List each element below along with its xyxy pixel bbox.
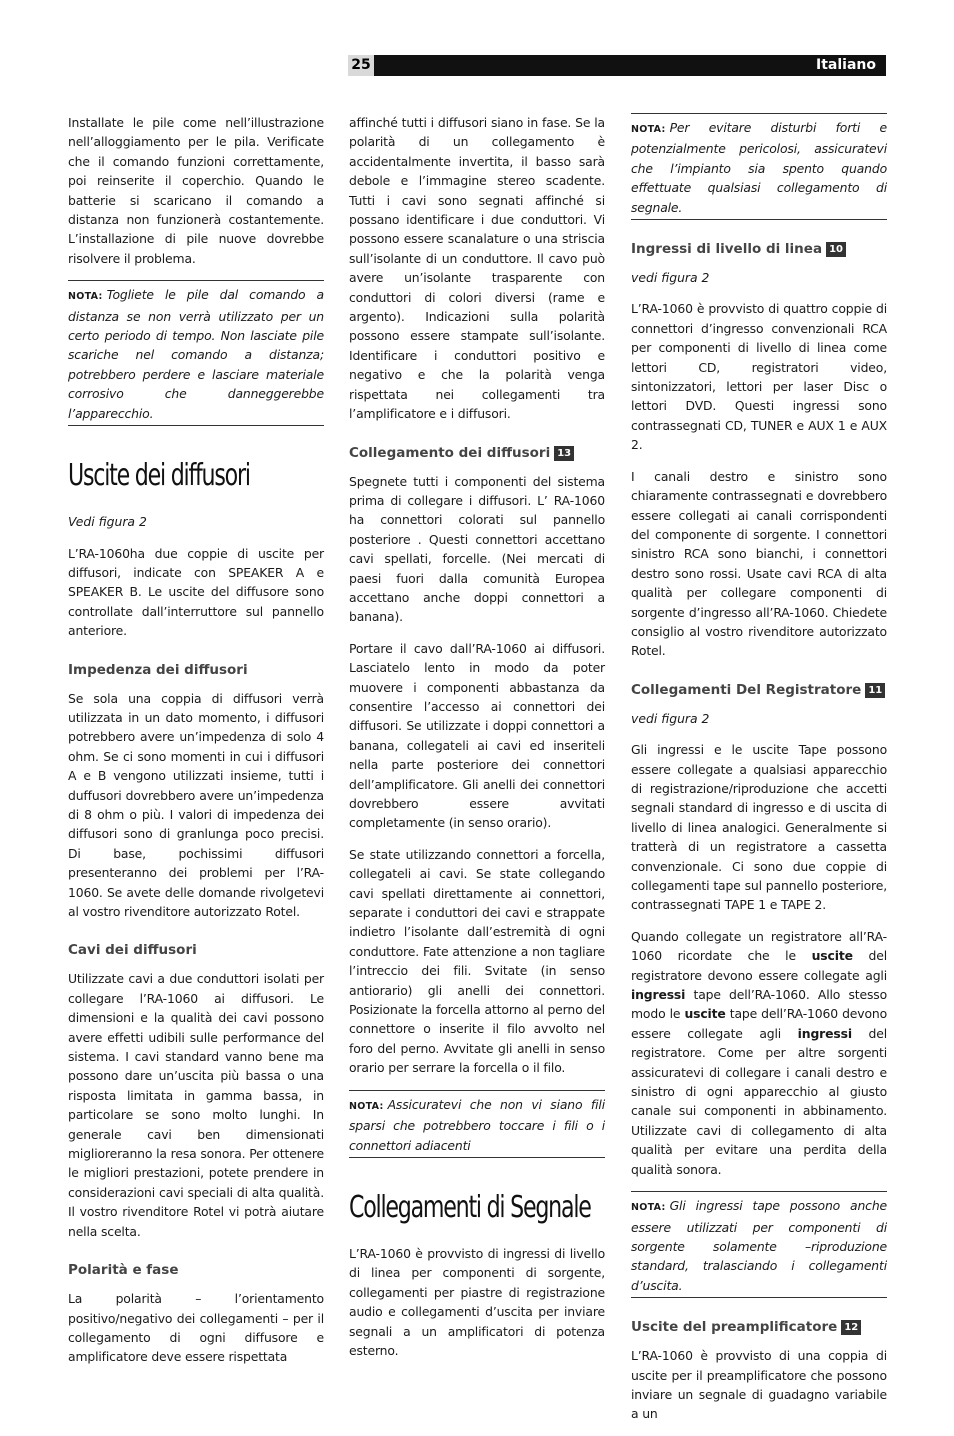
note-box (349, 1090, 605, 1158)
page-header-bar (348, 55, 886, 76)
column-middle (349, 113, 605, 1372)
paragraph: L’RA-1060 è provvisto di ingressi di livello di linea per componenti di sorgente, collegamenti per piastre di registrazione audio e collegamenti d’uscita per inviare segnali a un amplificatori di potenza esterno. (349, 1245, 605, 1358)
note-box (68, 280, 324, 426)
note-text: Per evitare disturbi forti e potenzialmente pericolosi, assicuratevi che l’impianto sia spento quando effettuate qualsiasi collegamento di segnale. (631, 120, 887, 215)
note-label: NOTA: (349, 1100, 384, 1112)
subsection-title: Cavi dei diffusori (68, 942, 197, 959)
page-number: 25 (348, 55, 374, 76)
subsection-title (631, 1318, 887, 1336)
text-run: del registratore. Come per altre sorgenti assicuratevi di collegare i canali destro e sinistro di ogni apparecchio al giusto canale sui componenti in abbinamento. Utilizzate cavi di collegamento di alta qualità per evitare una perdita della qualità sonora. (631, 1025, 887, 1177)
note-label: NOTA: (631, 124, 666, 135)
text-run: del registratore devono essere collegate agli (631, 948, 887, 983)
text-run: tape dell’RA-1060 devono essere collegate agli (631, 1006, 888, 1041)
note-box (631, 1191, 887, 1298)
paragraph: L’RA-1060 è provvisto di una coppia di uscite per il preamplificatore che possono inviare un segnale di guadagno variabile a un (631, 1348, 887, 1422)
paragraph: L’RA-1060 è provvisto di quattro coppie di connettori d’ingresso convenzionali RCA per componenti di livello di linea come lettori CD, registratori video, sintonizzatori, lettori per laser Disc o lettori DVD. Questi ingressi sono contrassegnati CD, TUNER e AUX 1 e AUX 2. (631, 301, 887, 453)
figure-badge: 10 (826, 242, 846, 257)
note-text: Gli ingressi tape possono anche essere utilizzati per componenti di sorgente solamente –riproduzione standard, tralasciando i collegamenti d’uscita. (631, 1198, 887, 1293)
subsection-title-text: Collegamento dei diffusori (349, 444, 551, 461)
note-label: NOTA: (631, 1202, 666, 1214)
bold-text: uscite (811, 948, 853, 964)
paragraph: L’RA-1060ha due coppie di uscite per diffusori, indicate con SPEAKER A e SPEAKER B. Le uscite del diffusore sono controllate dall’interruttore sul pannello anteriore. (68, 545, 324, 639)
bold-text: ingressi (631, 987, 686, 1003)
figure-badge: 11 (865, 683, 885, 698)
text-run: tape dell’RA-1060. Allo stesso modo le (631, 987, 887, 1022)
text-run: Quando collegate un registratore all’RA-1060 ricordate che le (631, 928, 887, 964)
figure-reference: vedi figura 2 (631, 710, 710, 726)
paragraph: affinché tutti i diffusori siano in fase. Se la polarità di un collegamento è accidentalmente invertita, il basso sarà debole e l’immagine stereo scadente. Tutti i cavi sono segnati affinché si possano identificare i due conduttori. Vi possono essere scanalature o una striscia sull’isolante di un conduttore. Il cavo può avere un’isolante trasparente con conduttori di colori diversi (rame e argento). Indicazioni sulla polarità possono essere stampate sull’isolante. Identificare i conduttori positivo e negativo e che la polarità venga rispettata nei collegamenti tra l’amplificatore e i diffusori. (349, 115, 605, 422)
note-text: Assicuratevi che non vi siano fili sparsi che potrebbero toccare i fili o i connettori adiacenti (349, 1096, 605, 1153)
paragraph: Se sola una coppia di diffusori verrà utilizzata in un dato momento, i diffusori potrebbero avere un’impedenza di solo 4 ohm. Se ci sono momenti in cui i diffusori A e B vengono utilizzati insieme, tutti i duffusori dovrebbero avere un’impedenza di 8 ohm o più. I valori di impedenza dei diffusori sono di granlunga poco precisi. Di base, pochissimi diffusori presenteranno dei problemi per l’RA-1060. Se avete delle domande rivolgetevi al vostro rivenditore autorizzato Rotel. (68, 690, 324, 919)
bold-text: ingressi (797, 1025, 852, 1041)
subsection-title: Polarità e fase (68, 1262, 179, 1279)
column-left (68, 113, 324, 1379)
paragraph (631, 927, 887, 1179)
paragraph: Installate le pile come nell’illustrazione nell’alloggiamento per le pila. Verificate che il comando funzioni correttamente, poi reinserite il coperchio. Quando le batterie si scaricano il comando a distanza non funzionerà costantemente. L’installazione di pile nuove dovrebbe risolvere il problema. (68, 115, 324, 266)
column-right (631, 113, 887, 1436)
subsection-title (349, 444, 605, 462)
paragraph: Spegnete tutti i componenti del sistema prima di collegare i diffusori. L’ RA-1060 ha connettori colorati sul pannello posteriore . Questi connettori accettano cavi spellati, forcelle. (Nei mercati di paesi fuori dalla comunità Europea accettano anche doppi connettori a banana). (349, 473, 605, 625)
bold-text: uscite (684, 1006, 726, 1022)
figure-badge: 12 (841, 1320, 861, 1335)
figure-reference: Vedi figura 2 (68, 514, 147, 530)
subsection-title: Impedenza dei diffusori (68, 661, 248, 678)
subsection-title (631, 681, 887, 699)
note-text: Togliete le pile dal comando a distanza se non verrà utilizzato per un certo periodo di tempo. Non lasciate pile scariche nel comando a distanza; potrebbero perdere e lasciare materiale corrosivo che danneggerebbe l’apparecchio. (68, 287, 324, 421)
subsection-title-text: Ingressi di livello di linea (631, 241, 823, 258)
section-title: Uscite dei diffusori (68, 458, 250, 494)
subsection-title-text: Uscite del preamplificatore (631, 1319, 838, 1336)
subsection-title-text: Collegamenti Del Registratore (631, 681, 862, 698)
note-box (631, 113, 887, 220)
paragraph: Portare il cavo dall’RA-1060 ai diffusori. Lasciatelo lento in modo da poter muovere i componenti abbastanza da consentire l’accesso ai connettori dei diffusori. Se utilizzate i doppi connettori a banana, collegateli ai cavi ed inseriteli nella parte posteriore dei connettori dell’amplificatore. Gli anelli dei connettori dovrebbero essere avvitati completamente (in senso orario). (349, 640, 605, 831)
paragraph: La polarità – l’orientamento positivo/negativo dei collegamenti – per il collegamento di ogni diffusore e amplificatore deve essere rispettata (68, 1291, 324, 1365)
paragraph: Gli ingressi e le uscite Tape possono essere collegate a qualsiasi apparecchio di registrazione/riproduzione che accetti segnali standard di ingresso e di uscita di livello di linea analogici. Generalmente si tratterà di un registratore a cassetta convenzionale. Ci sono due coppie di collegamenti tape sul pannello posteriore, contrassegnati TAPE 1 e TAPE 2. (631, 742, 887, 913)
figure-badge: 13 (554, 446, 574, 461)
paragraph: Se state utilizzando connettori a forcella, collegateli ai cavi. Se state collegando cavi spellati direttamente ai connettori, separate i conduttori dei cavi e strappate indietro l’isolante dall’estremità di ogni conduttore. Fate attenzione a non tagliare l’intreccio dei fili. Svitate (in senso antiorario) gli anelli dei connettori. Posizionate la forcella attorno al perno del connettore o inserite il filo avvolto nel foro del perno. Avvitate gli anelli in senso orario per serrare la forcella o il filo. (349, 846, 605, 1076)
note-label: NOTA: (68, 291, 103, 303)
section-title: Collegamenti di Segnale (349, 1189, 591, 1225)
subsection-title (631, 240, 887, 258)
language-label: Italiano (816, 57, 876, 73)
paragraph: Utilizzate cavi a due conduttori isolati per collegare l’RA-1060 ai diffusori. Le dimensioni e la qualità dei cavi possono avere effetti udibili sulle performance del sistema. I cavi standard vanno bene ma possono dare un’uscita più bassa o una risposta limitata in gamma bassa, in particolare se sono molto lunghi. In generale cavi ben dimensionati miglioreranno la resa sonora. Per ottenere le migliori prestazioni, potete prendere in considerazioni cavi speciali di alta qualità. Il vostro rivenditore Rotel vi potrà aiutare nella scelta. (68, 971, 324, 1239)
paragraph: I canali destro e sinistro sono chiaramente contrassegnati e dovrebbero essere collegati ai canali corrispondenti del componente di sorgente. I connettori sinistro RCA sono bianchi, i connettori destro sono rossi. Usate cavi RCA di alta qualità per collegare componenti di sorgente d’ingresso all’RA-1060. Chiedete consiglio al vostro rivenditore autorizzato Rotel. (631, 468, 887, 659)
figure-reference: vedi figura 2 (631, 270, 710, 286)
